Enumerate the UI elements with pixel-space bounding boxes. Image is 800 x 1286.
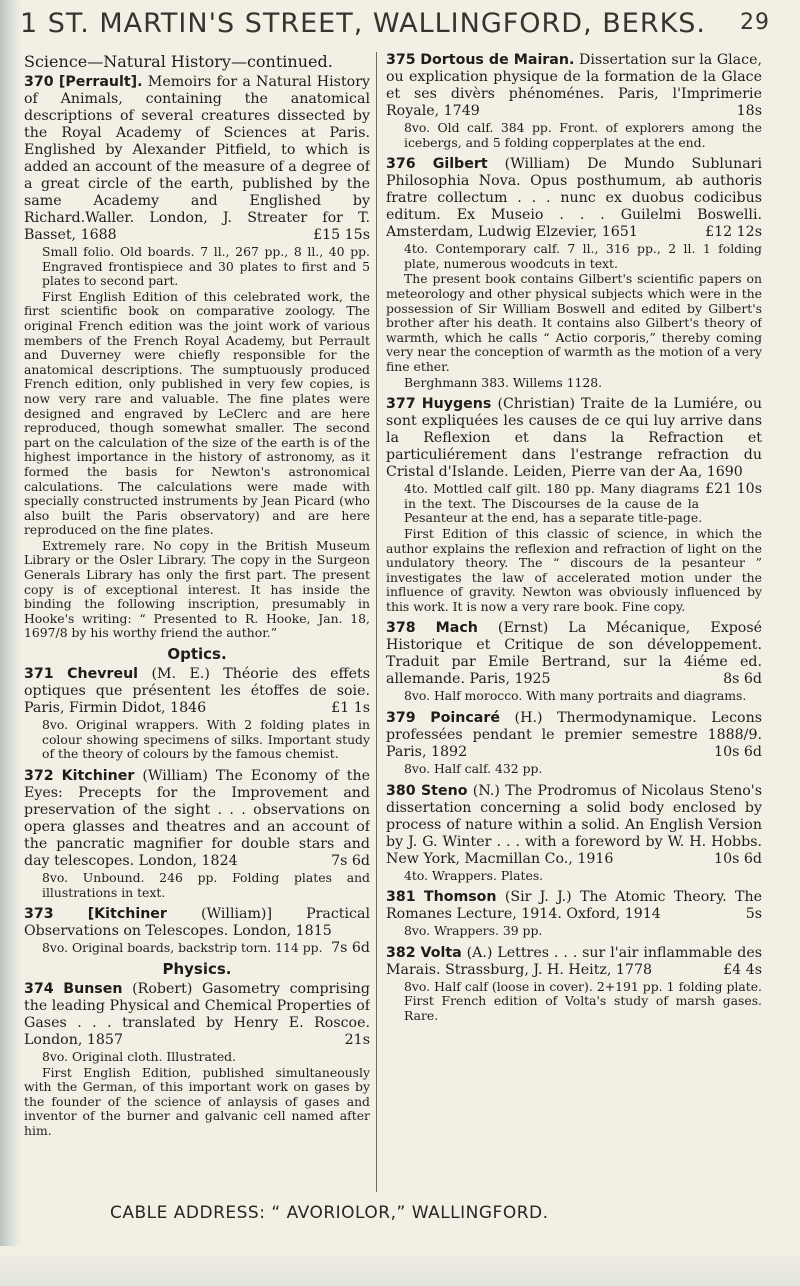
entry-detail: 8vo. Old calf. 384 pp. Front. of explorers among the icebergs, and 5 folding copperplates at the end.	[404, 120, 762, 150]
entry-number: 374	[24, 981, 54, 997]
entry-author: Kitchiner	[61, 768, 135, 785]
catalogue-entry-374	[24, 981, 370, 1139]
entry-price: 18s	[736, 103, 762, 119]
entry-title: (William)] Practical Observations on Telescopes. London, 1815	[24, 906, 370, 940]
entry-author: Mach	[435, 620, 478, 637]
entry-detail: 8vo. Half morocco. With many portraits and diagrams.	[404, 688, 747, 704]
entry-number: 380	[386, 782, 416, 799]
entry-detail: 4to. Mottled calf gilt. 180 pp. Many diagrams in the text. The Discourses de la cause de la Pesanteur at the end, has a separate title-page.	[404, 481, 703, 526]
entry-detail: 4to. Wrappers. Plates.	[404, 867, 544, 883]
entry-price: £12 12s	[705, 224, 762, 241]
left-column	[24, 52, 370, 1200]
entry-author: Poincaré	[430, 710, 500, 727]
entry-author: Steno	[420, 782, 468, 799]
entry-detail: 4to. Contemporary calf. 7 ll., 316 pp., 2 ll. 1 folding plate, numerous woodcuts in text.	[404, 241, 762, 271]
entry-detail: 8vo. Wrappers. 39 pp.	[404, 923, 543, 939]
physics-heading: Physics.	[162, 959, 232, 978]
entry-title: Memoirs for a Natural History of Animals, containing the anatomical descriptions of several creatures dissected by the Royal Academy of Sciences at Paris. Englished by Alexander Pitfield, to which is added an account of the measure of a degree of a great circle of the earth, published by the same Academy and Englished by Richard.Waller. London, J. Streater for T. Basset, 1688	[24, 74, 370, 243]
entry-title: (William) De Mundo Sublunari Philosophia Nova. Opus posthumum, ab authoris fratre collectum . . . nunc ex duobus codicibus editum. Ex Museio . . . Guilelmi Boswelli. Amsterdam, Ludwig Elzevier, 1651	[386, 156, 762, 241]
entry-author: Bunsen	[63, 981, 123, 997]
entry-note: The present book contains Gilbert's scientific papers on meteorology and other physical subjects which were in the possession of Sir William Boswell and edited by Gilbert's brother after his death. It contains also Gilbert's theory of warmth, which he calls “ Actio corporis,” thereby coming very near the conception of warmth as the motion of a very fine ether.	[386, 271, 762, 374]
page-bottom-shade	[0, 1246, 800, 1286]
catalogue-entry-382	[386, 945, 762, 1024]
entry-author: Chevreul	[67, 666, 139, 683]
entry-title: (Robert) Gasometry comprising the leading Physical and Chemical Properties of Gases . . . translated by Henry E. Roscoe. London, 1857	[24, 981, 370, 1048]
entry-title: (A.) Lettres . . . sur l'air inflammable des Marais. Strassburg, J. H. Heitz, 1778	[386, 944, 762, 978]
entry-detail: 8vo. Original cloth. Illustrated.	[42, 1049, 237, 1064]
entry-number: 370	[24, 74, 54, 90]
entry-reference: Berghmann 383. Willems 1128.	[404, 374, 603, 390]
entry-price: 10s 6d	[714, 850, 762, 867]
entry-author: Thomson	[423, 889, 497, 906]
entry-price: £21 10s	[705, 481, 762, 498]
entry-note: First Edition of this classic of science, in which the author explains the reflexion and refraction of light on the undulatory theory. The “ discours de la pesanteur ” investigates the law of accelerated motion under the influence of gravity. Newton was obviously influenced by this work. It is now a very rare book. Fine copy.	[386, 525, 762, 614]
column-divider	[376, 52, 377, 1192]
entry-author: Huygens	[421, 396, 492, 413]
entry-title: (N.) The Prodromus of Nicolaus Steno's dissertation concerning a solid body enclosed by process of nature within a solid. An English Version by J. G. Winter . . . with a foreword by W. H. Hobbs. New York, Macmillan Co., 1916	[386, 782, 762, 867]
catalogue-entry-372	[24, 768, 370, 900]
entry-author: [Kitchiner	[87, 906, 167, 923]
entry-title: (Christian) Traite de la Lumiére, ou sont expliquées les causes de ce qui luy arrive dans la Reflexion et dans la Refraction et particuliérement dans l'estrange refraction du Cristal d'Islande. Leiden, Pierre van der Aa, 1690	[386, 396, 762, 481]
entry-number: 378	[386, 620, 416, 637]
entry-number: 375	[386, 52, 416, 68]
entry-author: [Perrault].	[58, 74, 143, 90]
entry-price: £1 1s	[331, 700, 370, 717]
running-head	[20, 2, 780, 46]
entry-title: (Sir J. J.) The Atomic Theory. The Romanes Lecture, 1914. Oxford, 1914	[386, 889, 762, 923]
entry-detail: 8vo. Original boards, backstrip torn. 114 pp.	[42, 940, 323, 956]
catalogue-entry-380	[386, 783, 762, 884]
catalogue-entry-370	[24, 74, 370, 641]
entry-number: 381	[386, 889, 416, 906]
entry-author: Dortous de Mairan.	[420, 52, 575, 68]
catalogue-entry-376	[386, 156, 762, 390]
entry-note: Extremely rare. No copy in the British Museum Library or the Osler Library. The copy in the Surgeon Generals Library has only the first part. The present copy is of exceptional interest. It has inside the binding the following inscription, presumably in Hooke's writing: “ Presented to R. Hooke, Jan. 18, 1697/8 by his worthy friend the author.”	[24, 537, 370, 641]
entry-note: First English Edition, published simultaneously with the German, of this important work on gases by the founder of the science of anlaysis of gases and inventor of the burner and galvanic cell named after him.	[24, 1064, 370, 1138]
entry-price: 21s	[344, 1032, 370, 1048]
page-number: 29	[740, 10, 770, 35]
page-edge-shadow	[0, 0, 22, 1286]
catalogue-entry-371	[24, 666, 370, 762]
running-head-address: 1 ST. MARTIN'S STREET, WALLINGFORD, BERKS.	[20, 8, 707, 39]
entry-title: (William) The Economy of the Eyes: Precepts for the Improvement and preservation of the sight . . . observations on opera glasses and theatres and an account of the pancratic magnifier for double stars and day telescopes. London, 1824	[24, 768, 370, 870]
entry-author: Volta	[420, 944, 462, 961]
entry-price: 7s 6d	[331, 853, 370, 870]
catalogue-entry-377	[386, 396, 762, 614]
catalogue-entry-373	[24, 906, 370, 956]
entry-author: Gilbert	[432, 156, 488, 173]
entry-detail: 8vo. Half calf. 432 pp.	[404, 761, 543, 777]
entry-number: 371	[24, 666, 54, 683]
cable-address-footer: CABLE ADDRESS: “ AVORIOLOR,” WALLINGFORD.	[110, 1203, 549, 1223]
entry-detail: 8vo. Original wrappers. With 2 folding plates in colour showing specimens of silks. Important study of the theory of colours by the famous chemist.	[42, 717, 370, 762]
entry-detail: 8vo. Unbound. 246 pp. Folding plates and illustrations in text.	[42, 870, 370, 900]
entry-detail: 8vo. Half calf (loose in cover). 2+191 pp. 1 folding plate. First French edition of Volta's study of marsh gases. Rare.	[404, 978, 762, 1024]
right-column	[386, 52, 762, 1200]
entry-price: 7s 6d	[331, 940, 370, 957]
entry-price: £4 4s	[723, 961, 762, 978]
entry-price: 8s 6d	[723, 671, 762, 688]
entry-price: 10s 6d	[714, 744, 762, 761]
optics-heading: Optics.	[167, 645, 227, 664]
entry-number: 372	[24, 768, 54, 785]
section-title: Science—Natural History—continued.	[24, 52, 333, 71]
entry-number: 376	[386, 156, 416, 173]
entry-price: £15 15s	[313, 227, 370, 243]
entry-number: 379	[386, 710, 416, 727]
entry-number: 373	[24, 906, 54, 923]
entry-title: (Ernst) La Mécanique, Exposé Historique et Critique de son développement. Traduit par Emile Bertrand, sur la 4iéme ed. allemande. Paris, 1925	[386, 620, 762, 688]
catalogue-entry-378	[386, 620, 762, 704]
entry-note: First English Edition of this celebrated work, the first scientific book on comparative zoology. The original French edition was the joint work of various members of the French Royal Academy, but Perrault and Duverney were chiefly responsible for the anatomical descriptions. The sumptuously produced French edition, only published in very few copies, is now very rare and valuable. The fine plates were designed and engraved by LeClerc and are here reproduced, though somewhat smaller. The second part on the calculation of the size of the earth is of the highest importance in the history of astronomy, as it formed the basis for Newton's astronomical calculations. The calculations were made with specially constructed instruments by Jean Picard (who also built the Paris observatory) and are here reproduced on the fine plates.	[24, 288, 370, 538]
entry-number: 382	[386, 944, 416, 961]
catalogue-entry-381	[386, 889, 762, 939]
entry-price: 5s	[745, 906, 762, 923]
entry-title: (H.) Thermodynamique. Lecons professées pendant le premier semestre 1888/9. Paris, 1892	[386, 710, 762, 761]
catalogue-entry-375	[386, 52, 762, 150]
entry-detail: Small folio. Old boards. 7 ll., 267 pp., 8 ll., 40 pp. Engraved frontispiece and 30 plates to first and 5 plates to second part.	[42, 244, 370, 289]
entry-title: (M. E.) Théorie des effets optiques que présentent les étoffes de soie. Paris, Firmin Didot, 1846	[24, 666, 370, 717]
catalogue-entry-379	[386, 710, 762, 777]
entry-title: Dissertation sur la Glace, ou explication physique de la formation de la Glace et ses divèrs phénoménes. Paris, l'Imprimerie Royale, 1749	[386, 52, 762, 119]
entry-number: 377	[386, 396, 416, 413]
